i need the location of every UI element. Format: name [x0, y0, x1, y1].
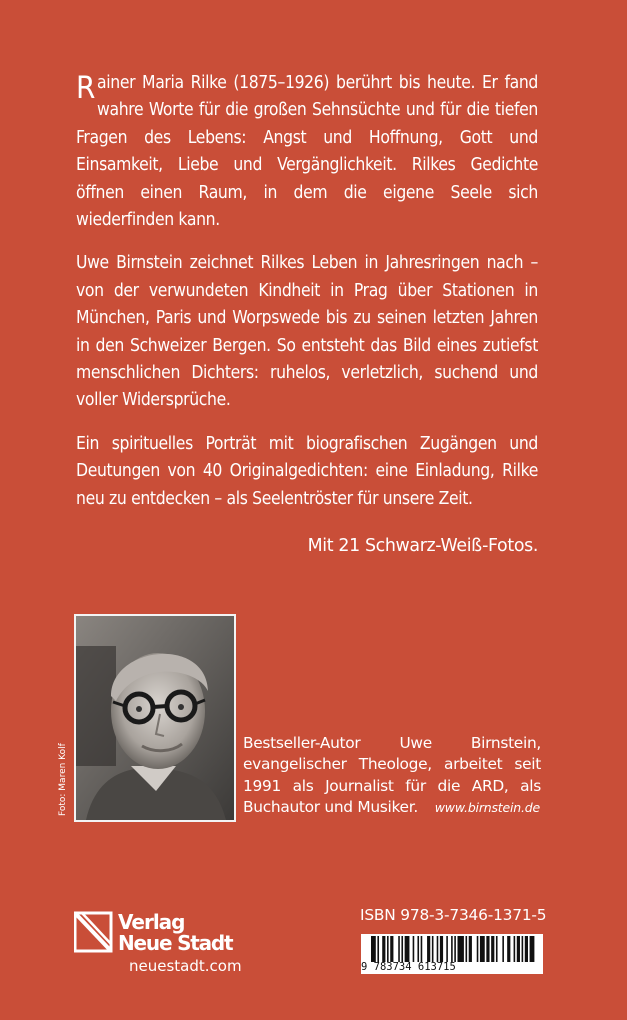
barcode-bar [398, 936, 400, 962]
barcode-bar [446, 936, 448, 962]
drop-cap: R [76, 70, 96, 106]
barcode-bar [451, 936, 453, 962]
barcode-bar [525, 936, 528, 962]
barcode-bar [371, 936, 376, 962]
barcode-bar [469, 936, 472, 962]
barcode-bar [413, 936, 415, 962]
author-portrait-image [76, 616, 234, 820]
author-bio: Bestseller-Autor Uwe Birnstein, evangelischer Theologe, arbeitet seit 1991 als Journalist für die ARD, als Buchautor und Musiker. [243, 734, 541, 817]
barcode-bar [377, 936, 379, 962]
barcode-bar [507, 936, 510, 962]
barcode-bar [427, 936, 430, 962]
blurb-paragraph-1-text: ainer Maria Rilke (1875–1926) berührt bis heute. Er fand wahre Worte für die großen Sehnsüchte und für die tiefen Fragen des Lebens: Angst und Hoffnung, Gott und Einsamkeit, Liebe und Vergänglichkeit. Rilkes Gedichte öffnen einen Raum, in dem die eigene Seele sich wiederfinden kann. [76, 73, 538, 231]
isbn-label: ISBN 978-3-7346-1371-5 [360, 906, 547, 924]
barcode-bar [382, 936, 385, 962]
barcode-bar [514, 936, 516, 962]
barcode-bar [432, 936, 434, 962]
barcode-bar [458, 936, 464, 962]
barcode-bar [421, 936, 423, 962]
logo-line-2: Neue Stadt [118, 931, 233, 955]
barcode-bar [440, 936, 443, 962]
blurb-paragraph-3: Ein spirituelles Porträt mit biografischen Zugängen und Deutungen von 40 Originalgedichten: eine Einladung, Rilke neu zu entdecken – als Seelentröster für unsere Zeit. [76, 433, 538, 509]
author-photo [74, 614, 236, 822]
barcode-bar [496, 936, 498, 962]
photo-credit: Foto: Maren Kolf [58, 743, 68, 816]
barcode [361, 934, 543, 974]
logo-line-1: Verlag [118, 910, 185, 934]
barcode-bar [401, 936, 403, 962]
barcode-bar [387, 936, 389, 962]
author-website: www.birnstein.de [434, 800, 540, 815]
barcode-bar [480, 936, 485, 962]
barcode-bar [517, 936, 520, 962]
barcode-bar [522, 936, 524, 962]
barcode-bar [454, 936, 456, 962]
barcode-digits: 9 783734 613715 [361, 961, 456, 973]
barcode-bars [361, 934, 543, 962]
blurb-paragraph-1 [76, 70, 538, 234]
publisher-logo-icon [74, 910, 254, 958]
barcode-bar [405, 936, 410, 962]
blurb-paragraph-2: Uwe Birnstein zeichnet Rilkes Leben in Jahresringen nach – von der verwundeten Kindheit in Prag über Stationen in München, Paris und Worpswede bis zu seinen letzten Jahren in den Schweizer Bergen. So entsteht das Bild eines zutiefst menschlichen Dichters: ruhelos, verletzlich, suchend und voller Widersprüche. [76, 253, 538, 411]
publisher-url: neuestadt.com [129, 957, 242, 975]
barcode-bar [437, 936, 439, 962]
barcode-bar [502, 936, 504, 962]
blurb-text [76, 70, 538, 529]
barcode-bar [417, 936, 419, 962]
barcode-bar [491, 936, 494, 962]
barcode-bar [530, 936, 535, 962]
barcode-bar [466, 936, 468, 962]
barcode-bar [390, 936, 393, 962]
photos-note: Mit 21 Schwarz-Weiß-Fotos. [307, 536, 538, 556]
barcode-bar [486, 936, 489, 962]
barcode-bar [477, 936, 479, 962]
